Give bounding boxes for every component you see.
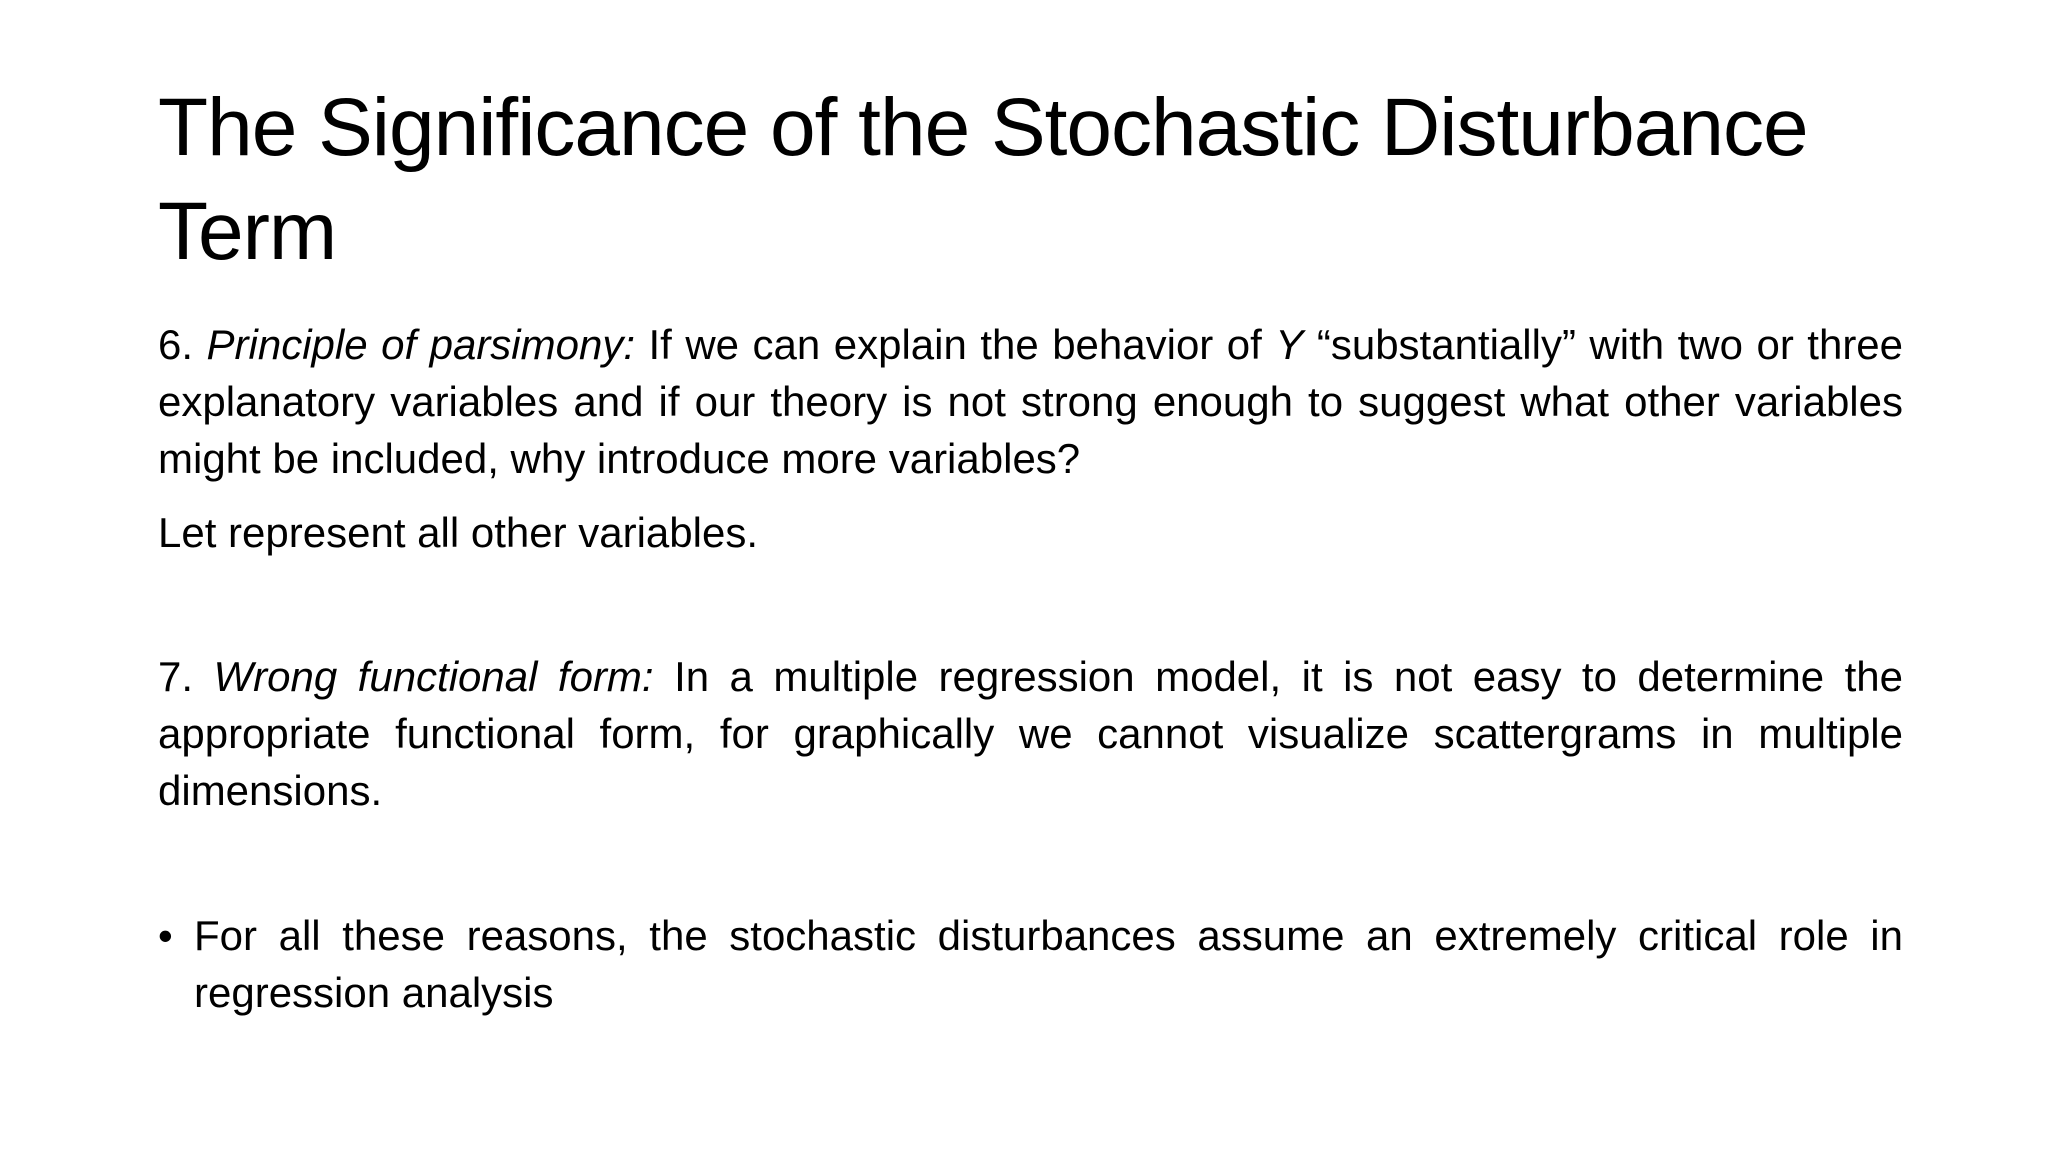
point-6-text-b: “substantially” with two or three explanatory variables and if our theory is not strong enough to suggest what other variables might be included, why introduce more variables? <box>158 321 1904 482</box>
point-6-heading: Principle of parsimony: <box>206 321 636 368</box>
point-6-number: 6. <box>158 321 194 368</box>
point-7-number: 7. <box>158 653 194 700</box>
conclusion-bullet <box>158 907 1903 1021</box>
point-6-text-a: If we can explain the behavior of <box>648 321 1262 368</box>
bullet-icon: • <box>158 912 173 959</box>
slide-title: The Significance of the Stochastic Disturbance Term <box>158 82 1808 277</box>
point-6-variable-y: Y <box>1275 321 1304 368</box>
point-6-parsimony <box>158 316 1903 487</box>
slide-body <box>158 316 1903 1021</box>
let-statement: Let represent all other variables. <box>158 509 758 556</box>
point-7-functional-form <box>158 648 1903 819</box>
conclusion-text: For all these reasons, the stochastic disturbances assume an extremely critical role in regression analysis <box>194 912 1903 1016</box>
point-7-text: In a multiple regression model, it is not easy to determine the appropriate functional form, for graphically we cannot visualize scattergrams in multiple dimensions. <box>158 653 1903 814</box>
point-7-heading: Wrong functional form: <box>213 653 654 700</box>
